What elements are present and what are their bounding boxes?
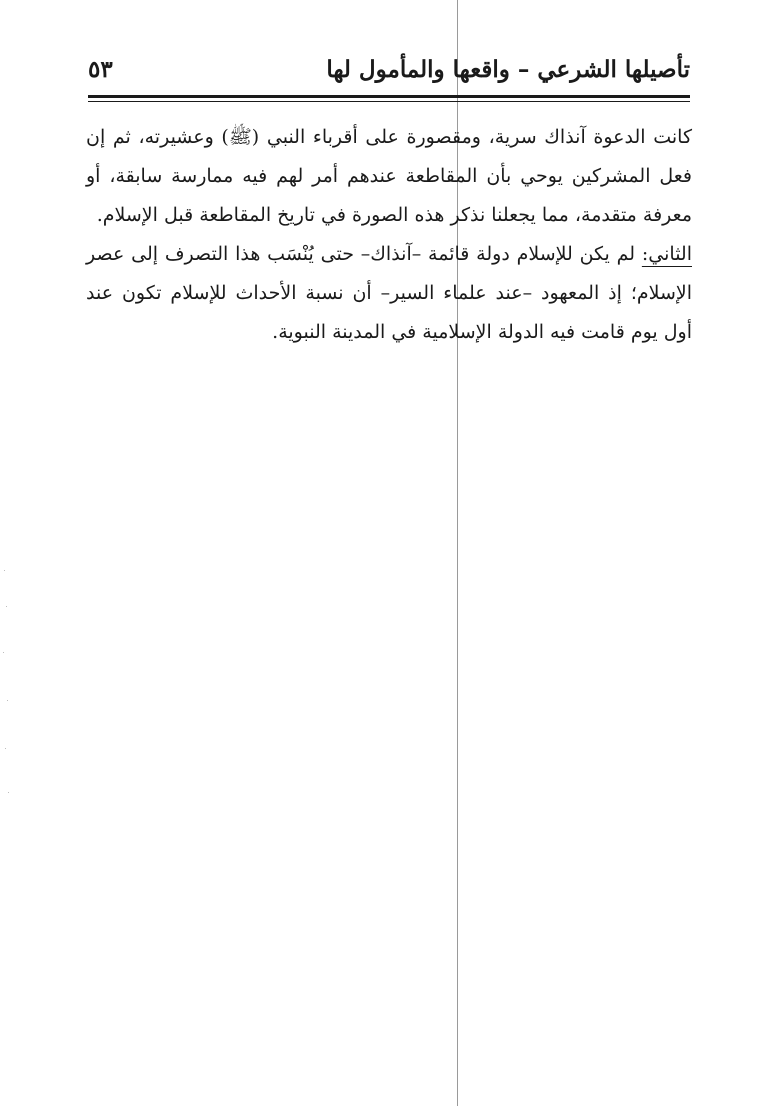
paragraph-2-text: لم يكن للإسلام دولة قائمة –آنذاك– حتى يُنْسَب هذا التصرف إلى عصر الإسلام؛ إذ المعهود –عند علماء السير– أن نسبة الأحداث للإسلام تكون عند أول يوم قامت فيه الدولة الإسلامية في المدينة النبوية.: [86, 243, 692, 343]
running-title: تأصيلها الشرعي – واقعها والمأمول لها: [326, 56, 690, 83]
scan-edge-specks: [0, 560, 14, 820]
header-rule-thick: [88, 95, 690, 98]
page-number: ٥٣: [88, 56, 113, 83]
page-header: [88, 56, 690, 92]
body-text: [86, 118, 692, 352]
paragraph-2-label: الثاني:: [641, 243, 692, 265]
paragraph-2: [86, 235, 692, 352]
header-rule-thin: [88, 101, 690, 102]
paragraph-1: كانت الدعوة آنذاك سرية، ومقصورة على أقرباء النبي (ﷺ) وعشيرته، ثم إن فعل المشركين يوحي بأن المقاطعة عندهم أمر لهم فيه ممارسة سابقة، أو معرفة متقدمة، مما يجعلنا نذكر هذه الصورة في تاريخ المقاطعة قبل الإسلام.: [86, 126, 692, 226]
